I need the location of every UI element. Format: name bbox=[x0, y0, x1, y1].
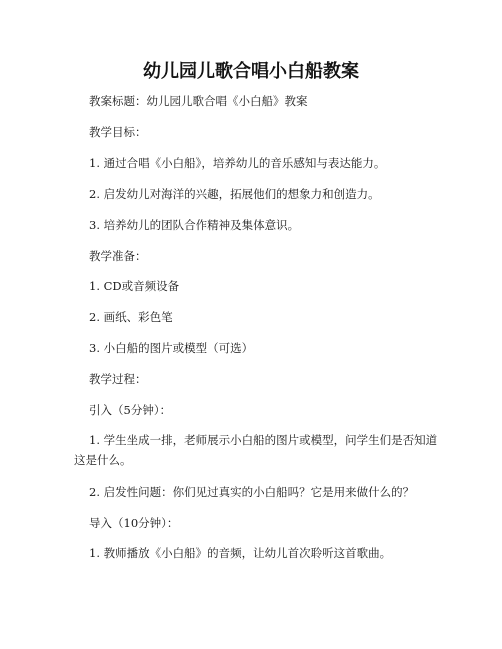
document-title: 幼儿园儿歌合唱小白船教案 bbox=[143, 61, 359, 82]
intro-heading: 引入（5分钟）： bbox=[89, 403, 172, 417]
preparation-2: 2. 画纸、彩色笔 bbox=[89, 310, 173, 324]
preparation-1: 1. CD或音频设备 bbox=[89, 279, 180, 293]
process-heading: 教学过程： bbox=[89, 372, 147, 386]
intro-step-2: 2. 启发性问题：你们见过真实的小白船吗？它是用来做什么的？ bbox=[89, 485, 415, 499]
lesson-title-line: 教案标题：幼儿园儿歌合唱《小白船》教案 bbox=[89, 94, 308, 108]
objective-2: 2. 启发幼儿对海洋的兴趣，拓展他们的想象力和创造力。 bbox=[89, 187, 380, 201]
preparation-3: 3. 小白船的图片或模型（可选） bbox=[89, 341, 254, 355]
preparation-heading: 教学准备： bbox=[89, 249, 147, 263]
lead-in-step-1: 1. 教师播放《小白船》的音频，让幼儿首次聆听这首歌曲。 bbox=[89, 546, 392, 560]
objective-1: 1. 通过合唱《小白船》，培养幼儿的音乐感知与表达能力。 bbox=[89, 156, 386, 170]
objective-3: 3. 培养幼儿的团队合作精神及集体意识。 bbox=[89, 218, 300, 232]
lead-in-heading: 导入（10分钟）： bbox=[89, 516, 179, 530]
objectives-heading: 教学目标： bbox=[89, 125, 147, 139]
intro-step-1: 1. 学生坐成一排，老师展示小白船的图片或模型，问学生们是否知道这是什么。 bbox=[74, 433, 438, 467]
